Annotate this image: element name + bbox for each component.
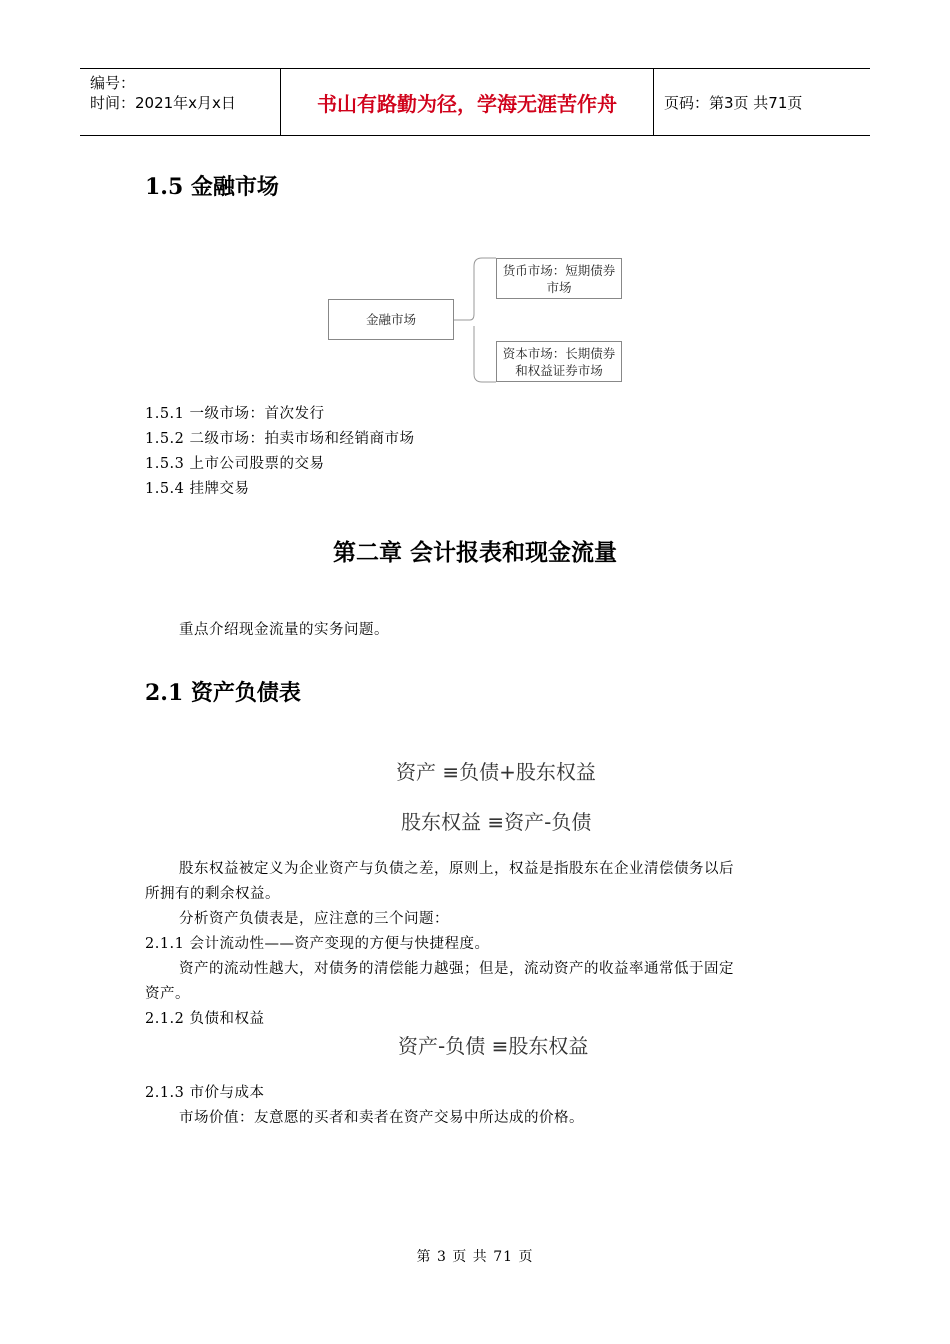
header-motto: 书山有路勤为径，学海无涯苦作舟	[281, 69, 654, 135]
formula-equity: 股东权益 ≡资产-负债	[401, 810, 592, 834]
subsection-2-1-3: 2.1.3 市价与成本	[145, 1085, 265, 1101]
page-header	[80, 68, 870, 136]
chapter-intro: 重点介绍现金流量的实务问题。	[179, 622, 389, 638]
diagram-child-1-line2: 市场	[546, 279, 572, 295]
list-item: 1.5.3 上市公司股票的交易	[145, 456, 325, 472]
paragraph-line: 分析资产负债表是，应注意的三个问题：	[179, 911, 449, 927]
header-number-label: 编号：	[90, 74, 136, 92]
diagram-child-2-line2: 和权益证券市场	[515, 362, 603, 378]
diagram-child-money-market	[496, 258, 622, 299]
formula-net-assets: 资产-负债 ≡股东权益	[398, 1034, 589, 1058]
paragraph-line: 市场价值：友意愿的买者和卖者在资产交易中所达成的价格。	[179, 1110, 584, 1126]
financial-market-diagram	[320, 250, 640, 390]
subsection-2-1-2: 2.1.2 负债和权益	[145, 1011, 265, 1027]
section-title-1-5: 1.5 金融市场	[145, 174, 279, 200]
diagram-child-2-line1: 资本市场：长期债券	[502, 345, 616, 361]
page-footer: 第 3 页 共 71 页	[416, 1249, 534, 1265]
list-item: 1.5.2 二级市场：拍卖市场和经销商市场	[145, 431, 415, 447]
list-item: 1.5.1 一级市场：首次发行	[145, 406, 325, 422]
diagram-child-capital-market	[496, 341, 622, 382]
header-page-info: 页码：第3页 共71页	[664, 93, 803, 112]
header-time-label: 时间：2021年x月x日	[90, 94, 236, 112]
list-item: 1.5.4 挂牌交易	[145, 481, 250, 497]
chapter-title: 第二章 会计报表和现金流量	[332, 539, 617, 566]
paragraph-line: 资产。	[145, 986, 190, 1002]
paragraph-line: 所拥有的剩余权益。	[145, 886, 280, 902]
subsection-2-1-1: 2.1.1 会计流动性——资产变现的方便与快捷程度。	[145, 936, 490, 952]
section-title-2-1: 2.1 资产负债表	[145, 680, 301, 706]
formula-balance-sheet: 资产 ≡负债+股东权益	[396, 760, 596, 784]
diagram-root-box: 金融市场	[328, 299, 454, 340]
header-meta-cell	[80, 69, 281, 135]
diagram-child-1-line1: 货币市场：短期债券	[502, 262, 616, 278]
paragraph-line: 股东权益被定义为企业资产与负债之差，原则上，权益是指股东在企业清偿债务以后	[179, 861, 734, 877]
paragraph-line: 资产的流动性越大，对债务的清偿能力越强；但是，流动资产的收益率通常低于固定	[179, 961, 734, 977]
